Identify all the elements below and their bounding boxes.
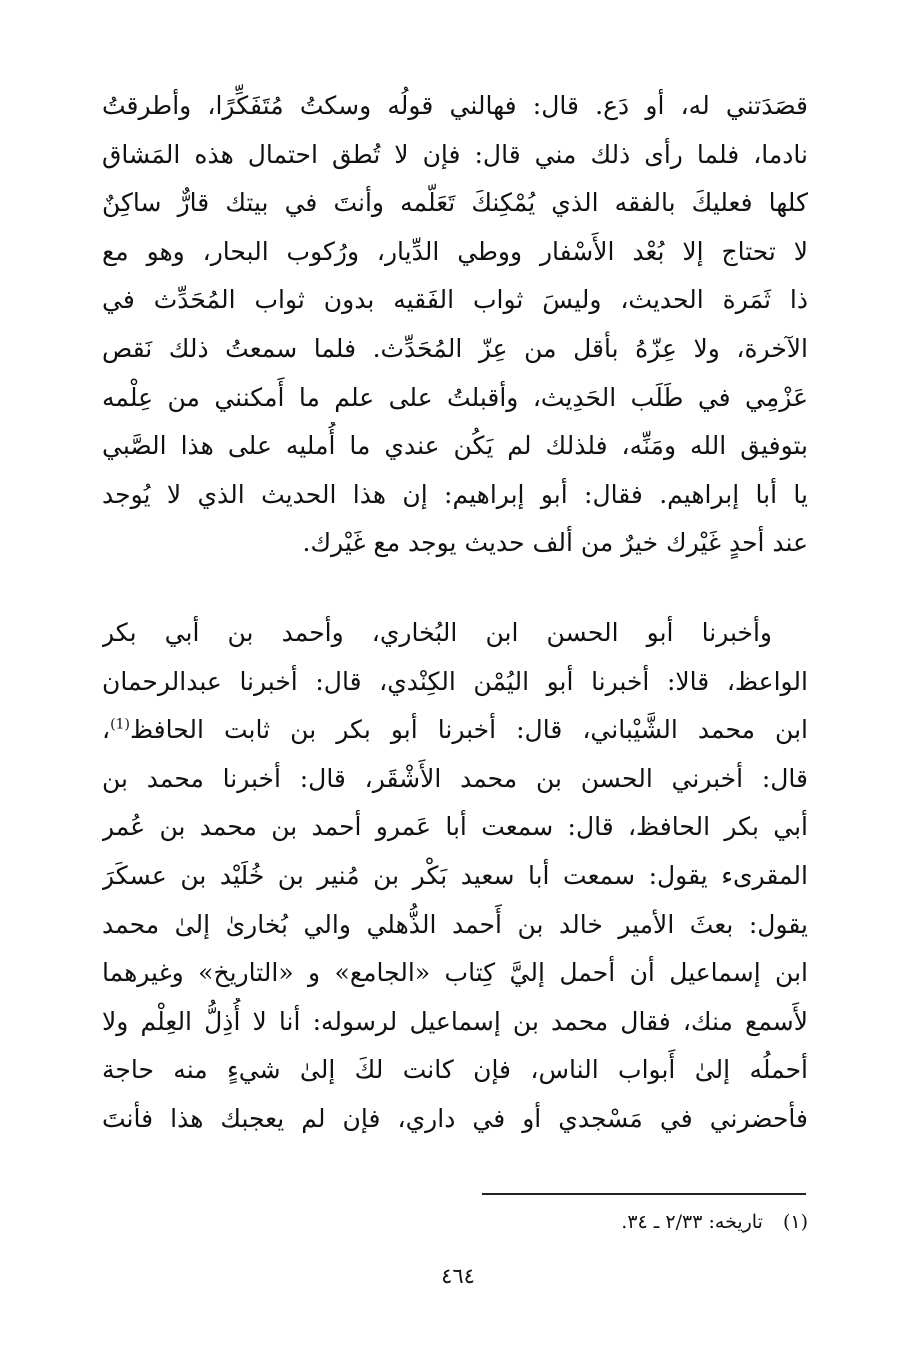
text-line: يا أبا إبراهيم. فقال: أبو إبراهيم: إن هذا الحديث الذي لا يُوجد [102,479,808,509]
text-line: يقول: بعثَ الأمير خالد بن أَحمد الذُّهلي والي بُخارىٰ إلىٰ محمد [102,909,808,939]
text-segment: ، [102,715,111,745]
paragraph-2 [102,609,808,1144]
paragraph-1 [102,82,808,568]
text-line: بتوفيق الله ومَنِّه، فلذلك لم يَكُن عندي ما أُمليه على هذا الصَّبي [102,431,808,461]
text-segment: ابن محمد الشَّيْباني، قال: أخبرنا أبو بكر بن ثابت الحافظ [129,715,808,745]
text-line: ابن إسماعيل أن أحمل إليَّ كِتاب «الجامع» و «التاريخ» وغيرهما [102,958,808,988]
text-line: المقرىء يقول: سمعت أبا سعيد بَكْر بن مُنير بن خُلَيْد بن عسكَرَ [102,860,808,890]
text-line: أبي بكر الحافظ، قال: سمعت أبا عَمرو أحمد بن محمد بن عُمر [102,812,808,842]
footnote-number: (١) [782,1211,808,1233]
footnote-reference: (1) [110,716,130,733]
text-line: لأَسمع منك، فقال محمد بن إسماعيل لرسوله: أنا لا أُذِلُّ العِلْم ولا [102,1006,808,1036]
text-line-with-footnote [102,706,808,755]
text-line: نادما، فلما رأى ذلك مني قال: فإن لا تُطق احتمال هذه المَشاق [102,139,808,169]
text-line: ذا ثَمَرة الحديث، وليسَ ثواب الفَقيه بدون ثواب المُحَدِّث في [102,285,808,315]
text-line: قصَدَتني له، أو دَع. قال: فهالني قولُه وسكتُ مُتَفَكِّرًا، وأطرقتُ [102,91,808,120]
footnote-text: تاريخه: ٢/٣٣ ـ ٣٤. [621,1211,763,1233]
text-line: لا تحتاج إلا بُعْد الأَسْفار ووطي الدِّيار، ورُكوب البحار، وهو مع [102,236,808,266]
footnote-divider [482,1193,806,1195]
text-line: الآخرة، ولا عِزّهُ بأقل من عِزّ المُحَدِّث. فلما سمعتُ ذلك نَقص [102,333,808,363]
text-line: الواعظ، قالا: أخبرنا أبو اليُمْن الكِنْدي، قال: أخبرنا عبدالرحمان [102,666,808,696]
text-line: قال: أخبرني الحسن بن محمد الأَشْقَر، قال: أخبرنا محمد بن [102,763,808,793]
text-line: فأحضرني في مَسْجدي أو في داري، فإن لم يعجبك هذا فأنتَ [102,1103,808,1133]
text-line: كلها فعليكَ بالفقه الذي يُمْكِنكَ تَعَلّمه وأنتَ في بيتك قارٌّ ساكِنٌ [102,188,808,218]
text-line: أحملُه إلىٰ أَبواب الناس، فإن كانت لكَ إلىٰ شيءٍ منه حاجة [102,1055,808,1085]
text-line: عند أحدٍ غَيْرك خيرٌ من ألف حديث يوجد مع غَيْرك. [302,528,808,558]
text-line: عَزْمِي في طَلَب الحَدِيث، وأقبلتُ على علم ما أَمكنني من عِلْمه [102,382,808,412]
page-number: ٤٦٤ [441,1264,475,1288]
footnote [621,1208,808,1236]
text-line: وأخبرنا أبو الحسن ابن البُخاري، وأحمد بن أبي بكر [102,618,772,647]
